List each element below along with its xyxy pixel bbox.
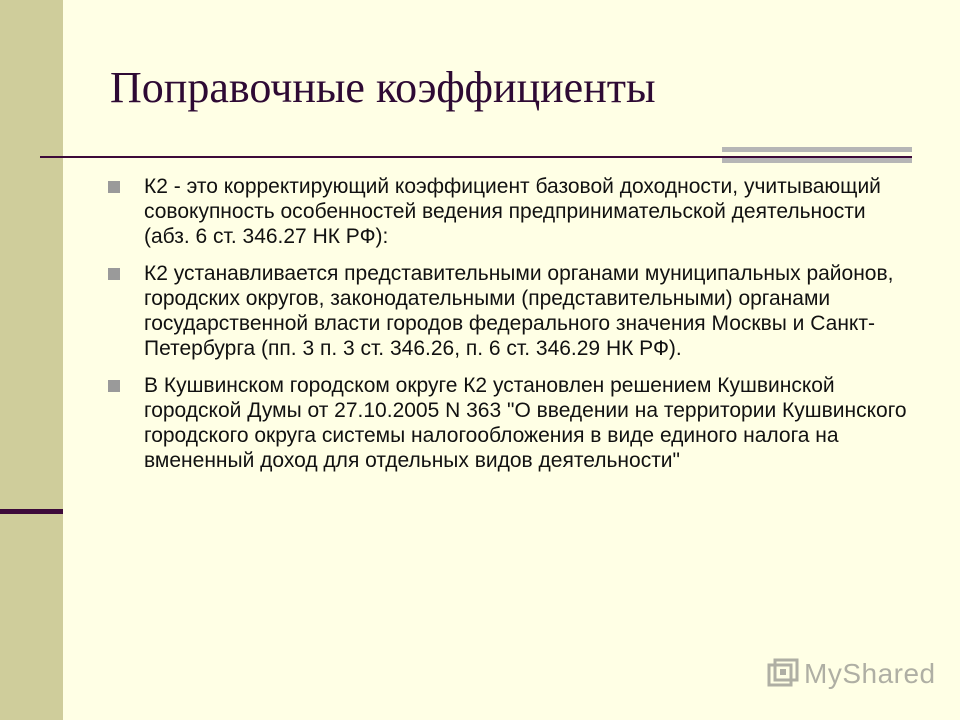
square-bullet-icon (108, 181, 120, 193)
decorative-sidebar (0, 0, 63, 720)
bullet-item-2 (108, 261, 908, 361)
sidebar-accent-line (0, 509, 63, 514)
watermark-text: MyShared (804, 658, 936, 689)
square-bullet-icon (108, 268, 120, 280)
bullet-text-1: К2 - это корректирующий коэффициент базовой доходности, учитывающий совокупность особенностей ведения предпринимательской деятельности (абз. 6 ст. 346.27 НК РФ): (144, 175, 881, 248)
bullet-item-3 (108, 373, 908, 473)
myshared-watermark (766, 657, 936, 691)
bullet-list (108, 174, 908, 485)
bullet-text-2: К2 устанавливается представительными органами муниципальных районов, городских округов, законодательными (представительными) органами государственной власти городов федерального значения Москвы и Санкт-Петербурга (пп. 3 п. 3 ст. 346.26, п. 6 ст. 346.29 НК РФ). (144, 262, 894, 360)
square-bullet-icon (108, 380, 120, 392)
bullet-item-1 (108, 174, 908, 249)
title-underline-gray-bars (722, 147, 912, 163)
slide-title: Поправочные коэффициенты (110, 63, 656, 112)
bullet-text-3: В Кушвинском городском округе К2 установлен решением Кушвинской городской Думы от 27.10.2005 N 363 "О введении на территории Кушвинского городского округа системы налогообложения в виде единого налога на вмененный доход для отдельных видов деятельности" (144, 374, 907, 472)
myshared-logo-icon (766, 657, 800, 691)
